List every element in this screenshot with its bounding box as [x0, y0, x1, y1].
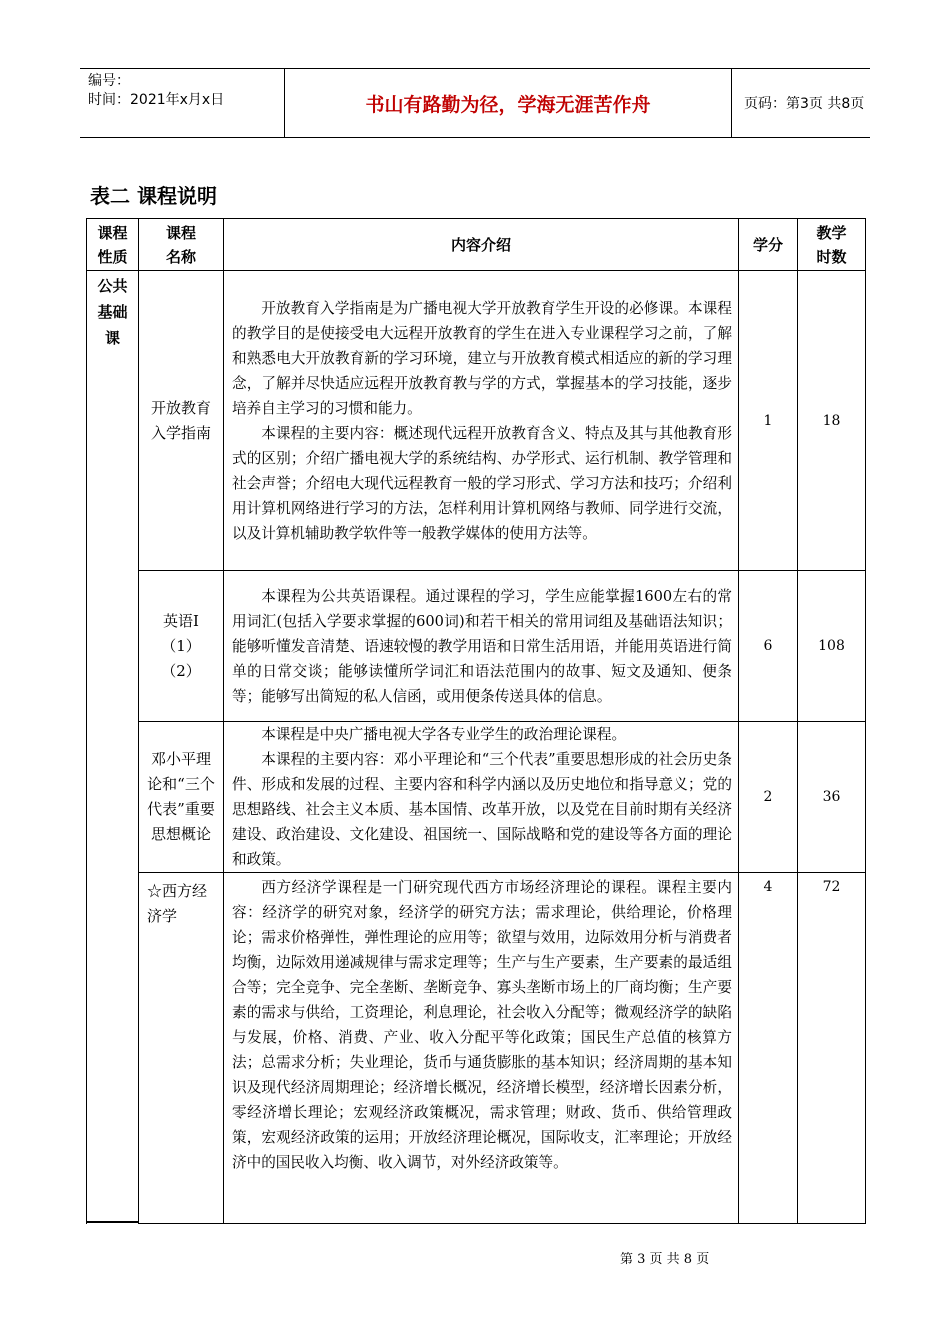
description-paragraph: 本课程是中央广播电视大学各专业学生的政治理论课程。 — [261, 726, 627, 743]
table-title: 表二 课程说明 — [90, 184, 217, 208]
course-hours: 108 — [798, 571, 866, 722]
course-table — [86, 218, 866, 1224]
header-page-indicator: 页码：第3页 共8页 — [744, 96, 865, 112]
course-description — [224, 873, 739, 1224]
course-hours: 18 — [798, 271, 866, 571]
table-row — [87, 873, 866, 1224]
course-description — [224, 722, 739, 873]
table-bottom-rule — [86, 1221, 138, 1223]
description-paragraph: 开放教育入学指南是为广播电视大学开放教育学生开设的必修课。本课程的教学目的是使接受电大远程开放教育的学生在进入专业课程学习之前，了解和熟悉电大开放教育新的学习环境，建立与开放教育模式相适应的新的学习理念，了解并尽快适应远程开放教育教与学的方式，掌握基本的学习技能，逐步培养自主学习的习惯和能力。 — [232, 299, 732, 417]
course-credits: 4 — [739, 873, 798, 1224]
course-credits: 1 — [739, 271, 798, 571]
col-header-content: 内容介绍 — [224, 219, 739, 271]
description-paragraph: 西方经济学课程是一门研究现代西方市场经济理论的课程。课程主要内容：经济学的研究对象，经济学的研究方法；需求理论，供给理论，价格理论；需求价格弹性，弹性理论的应用等；欲望与效用，边际效用分析与消费者均衡，边际效用递减规律与需求定理等；生产与生产要素，生产要素的最适组合等；完全竞争、完全垄断、垄断竞争、寡头垄断市场上的厂商均衡；生产要素的需求与供给，工资理论，利息理论，社会收入分配等；微观经济学的缺陷与发展，价格、消费、产业、收入分配平等化政策；国民生产总值的核算方法；总需求分析；失业理论，货币与通货膨胀的基本知识；经济周期的基本知识及现代经济周期理论；经济增长概况，经济增长模型，经济增长因素分析，零经济增长理论；宏观经济政策概况，需求管理；财政、货币、供给管理政策，宏观经济政策的运用；开放经济理论概况，国际收支，汇率理论；开放经济中的国民收入均衡、收入调节，对外经济政策等。 — [232, 879, 732, 1171]
course-name: 开放教育入学指南 — [139, 271, 224, 571]
header-motto: 书山有路勤为径，学海无涯苦作舟 — [284, 69, 732, 137]
table-row — [87, 571, 866, 722]
document-number-label: 编号： — [88, 73, 130, 89]
col-header-name: 课程名称 — [139, 219, 224, 271]
course-hours: 36 — [798, 722, 866, 873]
page-footer: 第 3 页 共 8 页 — [620, 1252, 710, 1267]
course-nature-cell: 公共基础课 — [87, 271, 139, 1224]
course-name: ☆西方经济学 — [139, 873, 224, 1224]
table-row — [87, 722, 866, 873]
description-paragraph: 本课程为公共英语课程。通过课程的学习，学生应能掌握1600左右的常用词汇(包括入学要求掌握的600词)和若干相关的常用词组及基础语法知识；能够听懂发音清楚、语速较慢的教学用语和日常生活用语，并能用英语进行简单的日常交谈；能够读懂所学词汇和语法范围内的故事、短文及通知、便条等；能够写出简短的私人信函，或用便条传送具体的信息。 — [232, 587, 732, 705]
course-credits: 6 — [739, 571, 798, 722]
course-description — [224, 571, 739, 722]
col-header-nature: 课程性质 — [87, 219, 139, 271]
course-credits: 2 — [739, 722, 798, 873]
description-paragraph: 本课程的主要内容：概述现代远程开放教育含义、特点及其与其他教育形式的区别；介绍广播电视大学的系统结构、办学形式、运行机制、教学管理和社会声誉；介绍电大现代远程教育一般的学习形式、学习方法和技巧；介绍利用计算机网络进行学习的方法，怎样利用计算机网络与教师、同学进行交流，以及计算机辅助教学软件等一般教学媒体的使用方法等。 — [232, 424, 732, 542]
col-header-credits: 学分 — [739, 219, 798, 271]
description-paragraph: 本课程的主要内容：邓小平理论和“三个代表”重要思想形成的社会历史条件、形成和发展的过程、主要内容和科学内涵以及历史地位和指导意义；党的思想路线、社会主义本质、基本国情、改革开放，以及党在目前时期有关经济建设、政治建设、文化建设、祖国统一、国际战略和党的建设等各方面的理论和政策。 — [232, 751, 732, 868]
course-description — [224, 271, 739, 571]
table-row — [87, 271, 866, 571]
document-date-label: 时间：2021年x月x日 — [88, 92, 225, 108]
course-hours: 72 — [798, 873, 866, 1224]
header-left — [80, 69, 284, 137]
page-header — [80, 68, 870, 138]
col-header-hours: 教学时数 — [798, 219, 866, 271]
course-name: 邓小平理论和“三个代表”重要思想概论 — [139, 722, 224, 873]
course-name: 英语Ⅰ（1）（2） — [139, 571, 224, 722]
